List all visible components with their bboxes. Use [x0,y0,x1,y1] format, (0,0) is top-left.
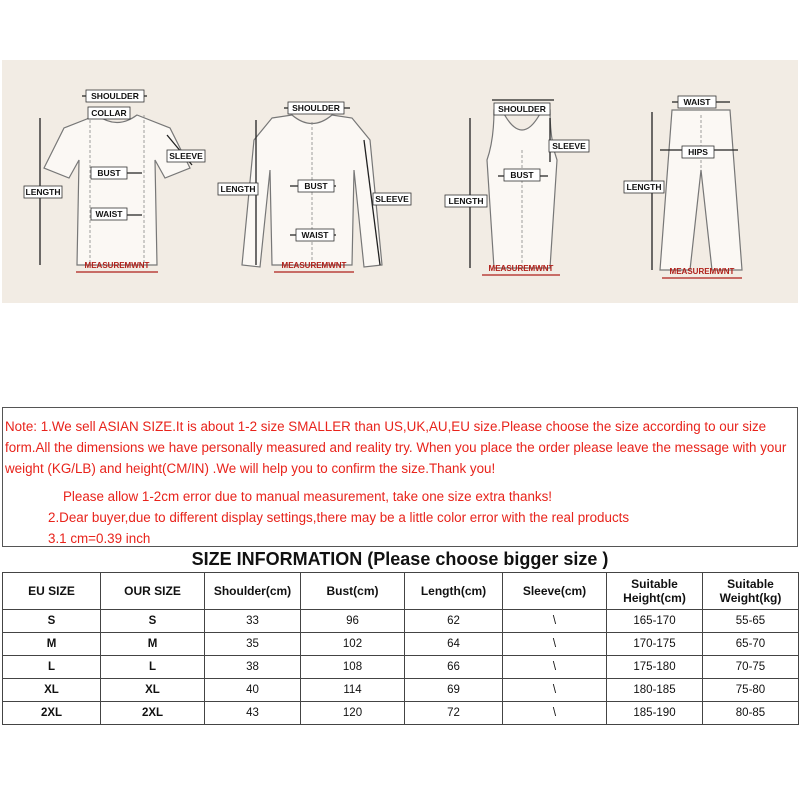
cell-height: 180-185 [607,679,703,702]
tshirt-bust-label: BUST [97,168,121,178]
header-eu-size: EU SIZE [3,573,101,610]
jacket-waist-label: WAIST [301,230,329,240]
header-shoulder: Shoulder(cm) [205,573,301,610]
note-unit-conversion: 3.1 cm=0.39 inch [48,531,151,546]
header-sleeve: Sleeve(cm) [503,573,607,610]
header-bust: Bust(cm) [301,573,405,610]
cell-bust: 102 [301,633,405,656]
table-row [3,633,799,656]
cell-height: 175-180 [607,656,703,679]
table-row [3,679,799,702]
cell-shoulder: 35 [205,633,301,656]
note-color-error: 2.Dear buyer,due to different display settings,there may be a little color error with the real products [48,510,630,525]
cell-shoulder: 40 [205,679,301,702]
note-measurement-error: Please allow 1-2cm error due to manual measurement, take one size extra thanks! [63,489,553,504]
size-table [2,572,799,725]
tshirt-waist-label: WAIST [95,209,123,219]
garment-diagram-panel [2,60,798,303]
pants-measurement-label: MEASUREMWNT [669,267,735,276]
tshirt-illustration [44,115,190,265]
cell-sleeve: \ [503,633,607,656]
cell-our-size: 2XL [101,702,205,725]
table-row [3,656,799,679]
table-row [3,610,799,633]
cell-bust: 120 [301,702,405,725]
pants-waist-label: WAIST [683,97,711,107]
cell-bust: 96 [301,610,405,633]
cell-shoulder: 38 [205,656,301,679]
note-asian-size: Note: 1.We sell ASIAN SIZE.It is about 1-2 size SMALLER than US,UK,AU,EU size.Please choose the size according to our size form.All the dimensions we have personally measured and reality try. When you place the order please leave the message with your weight (KG/LB) and height(CM/IN) .We will help you to confirm the size.Thank you! [5,419,787,476]
header-length: Length(cm) [405,573,503,610]
pants-hips-label: HIPS [688,147,708,157]
cell-height: 185-190 [607,702,703,725]
jacket-measurement-label: MEASUREMWNT [281,261,347,270]
cell-length: 72 [405,702,503,725]
size-table-header [3,573,799,610]
cell-eu-size: S [3,610,101,633]
tshirt-sleeve-label: SLEEVE [169,151,203,161]
cell-length: 66 [405,656,503,679]
jacket-length-label: LENGTH [220,184,256,194]
cell-length: 64 [405,633,503,656]
table-row [3,702,799,725]
cell-bust: 114 [301,679,405,702]
cell-sleeve: \ [503,610,607,633]
cell-sleeve: \ [503,702,607,725]
cell-sleeve: \ [503,679,607,702]
cell-our-size: M [101,633,205,656]
cell-sleeve: \ [503,656,607,679]
garment-diagram [2,60,798,303]
cell-weight: 65-70 [703,633,799,656]
header-suitable-height: Suitable Height(cm) [607,573,703,610]
jacket-shoulder-label: SHOULDER [292,103,340,113]
cell-eu-size: M [3,633,101,656]
cell-eu-size: XL [3,679,101,702]
tank-bust-label: BUST [510,170,534,180]
cell-height: 170-175 [607,633,703,656]
tshirt-measurement-label: MEASUREMWNT [84,261,150,270]
tank-measurement-label: MEASUREMWNT [488,264,554,273]
jacket-sleeve-label: SLEEVE [375,194,409,204]
cell-eu-size: L [3,656,101,679]
pants-illustration [660,110,742,270]
tank-sleeve-label: SLEEVE [552,141,586,151]
jacket-bust-label: BUST [304,181,328,191]
size-information-title: SIZE INFORMATION (Please choose bigger size ) [191,549,609,569]
cell-bust: 108 [301,656,405,679]
cell-weight: 75-80 [703,679,799,702]
size-note-box [2,407,798,547]
tshirt-shoulder-label: SHOULDER [91,91,139,101]
cell-weight: 55-65 [703,610,799,633]
cell-shoulder: 43 [205,702,301,725]
tank-length-label: LENGTH [448,196,484,206]
cell-our-size: L [101,656,205,679]
tank-top-illustration [487,110,557,268]
cell-shoulder: 33 [205,610,301,633]
header-suitable-weight: Suitable Weight(kg) [703,573,799,610]
header-our-size: OUR SIZE [101,573,205,610]
tshirt-collar-label: COLLAR [91,108,127,118]
cell-length: 69 [405,679,503,702]
cell-length: 62 [405,610,503,633]
cell-height: 165-170 [607,610,703,633]
tshirt-length-label: LENGTH [25,187,61,197]
cell-weight: 80-85 [703,702,799,725]
cell-our-size: S [101,610,205,633]
pants-length-label: LENGTH [626,182,662,192]
cell-eu-size: 2XL [3,702,101,725]
tank-shoulder-label: SHOULDER [498,104,546,114]
cell-our-size: XL [101,679,205,702]
cell-weight: 70-75 [703,656,799,679]
